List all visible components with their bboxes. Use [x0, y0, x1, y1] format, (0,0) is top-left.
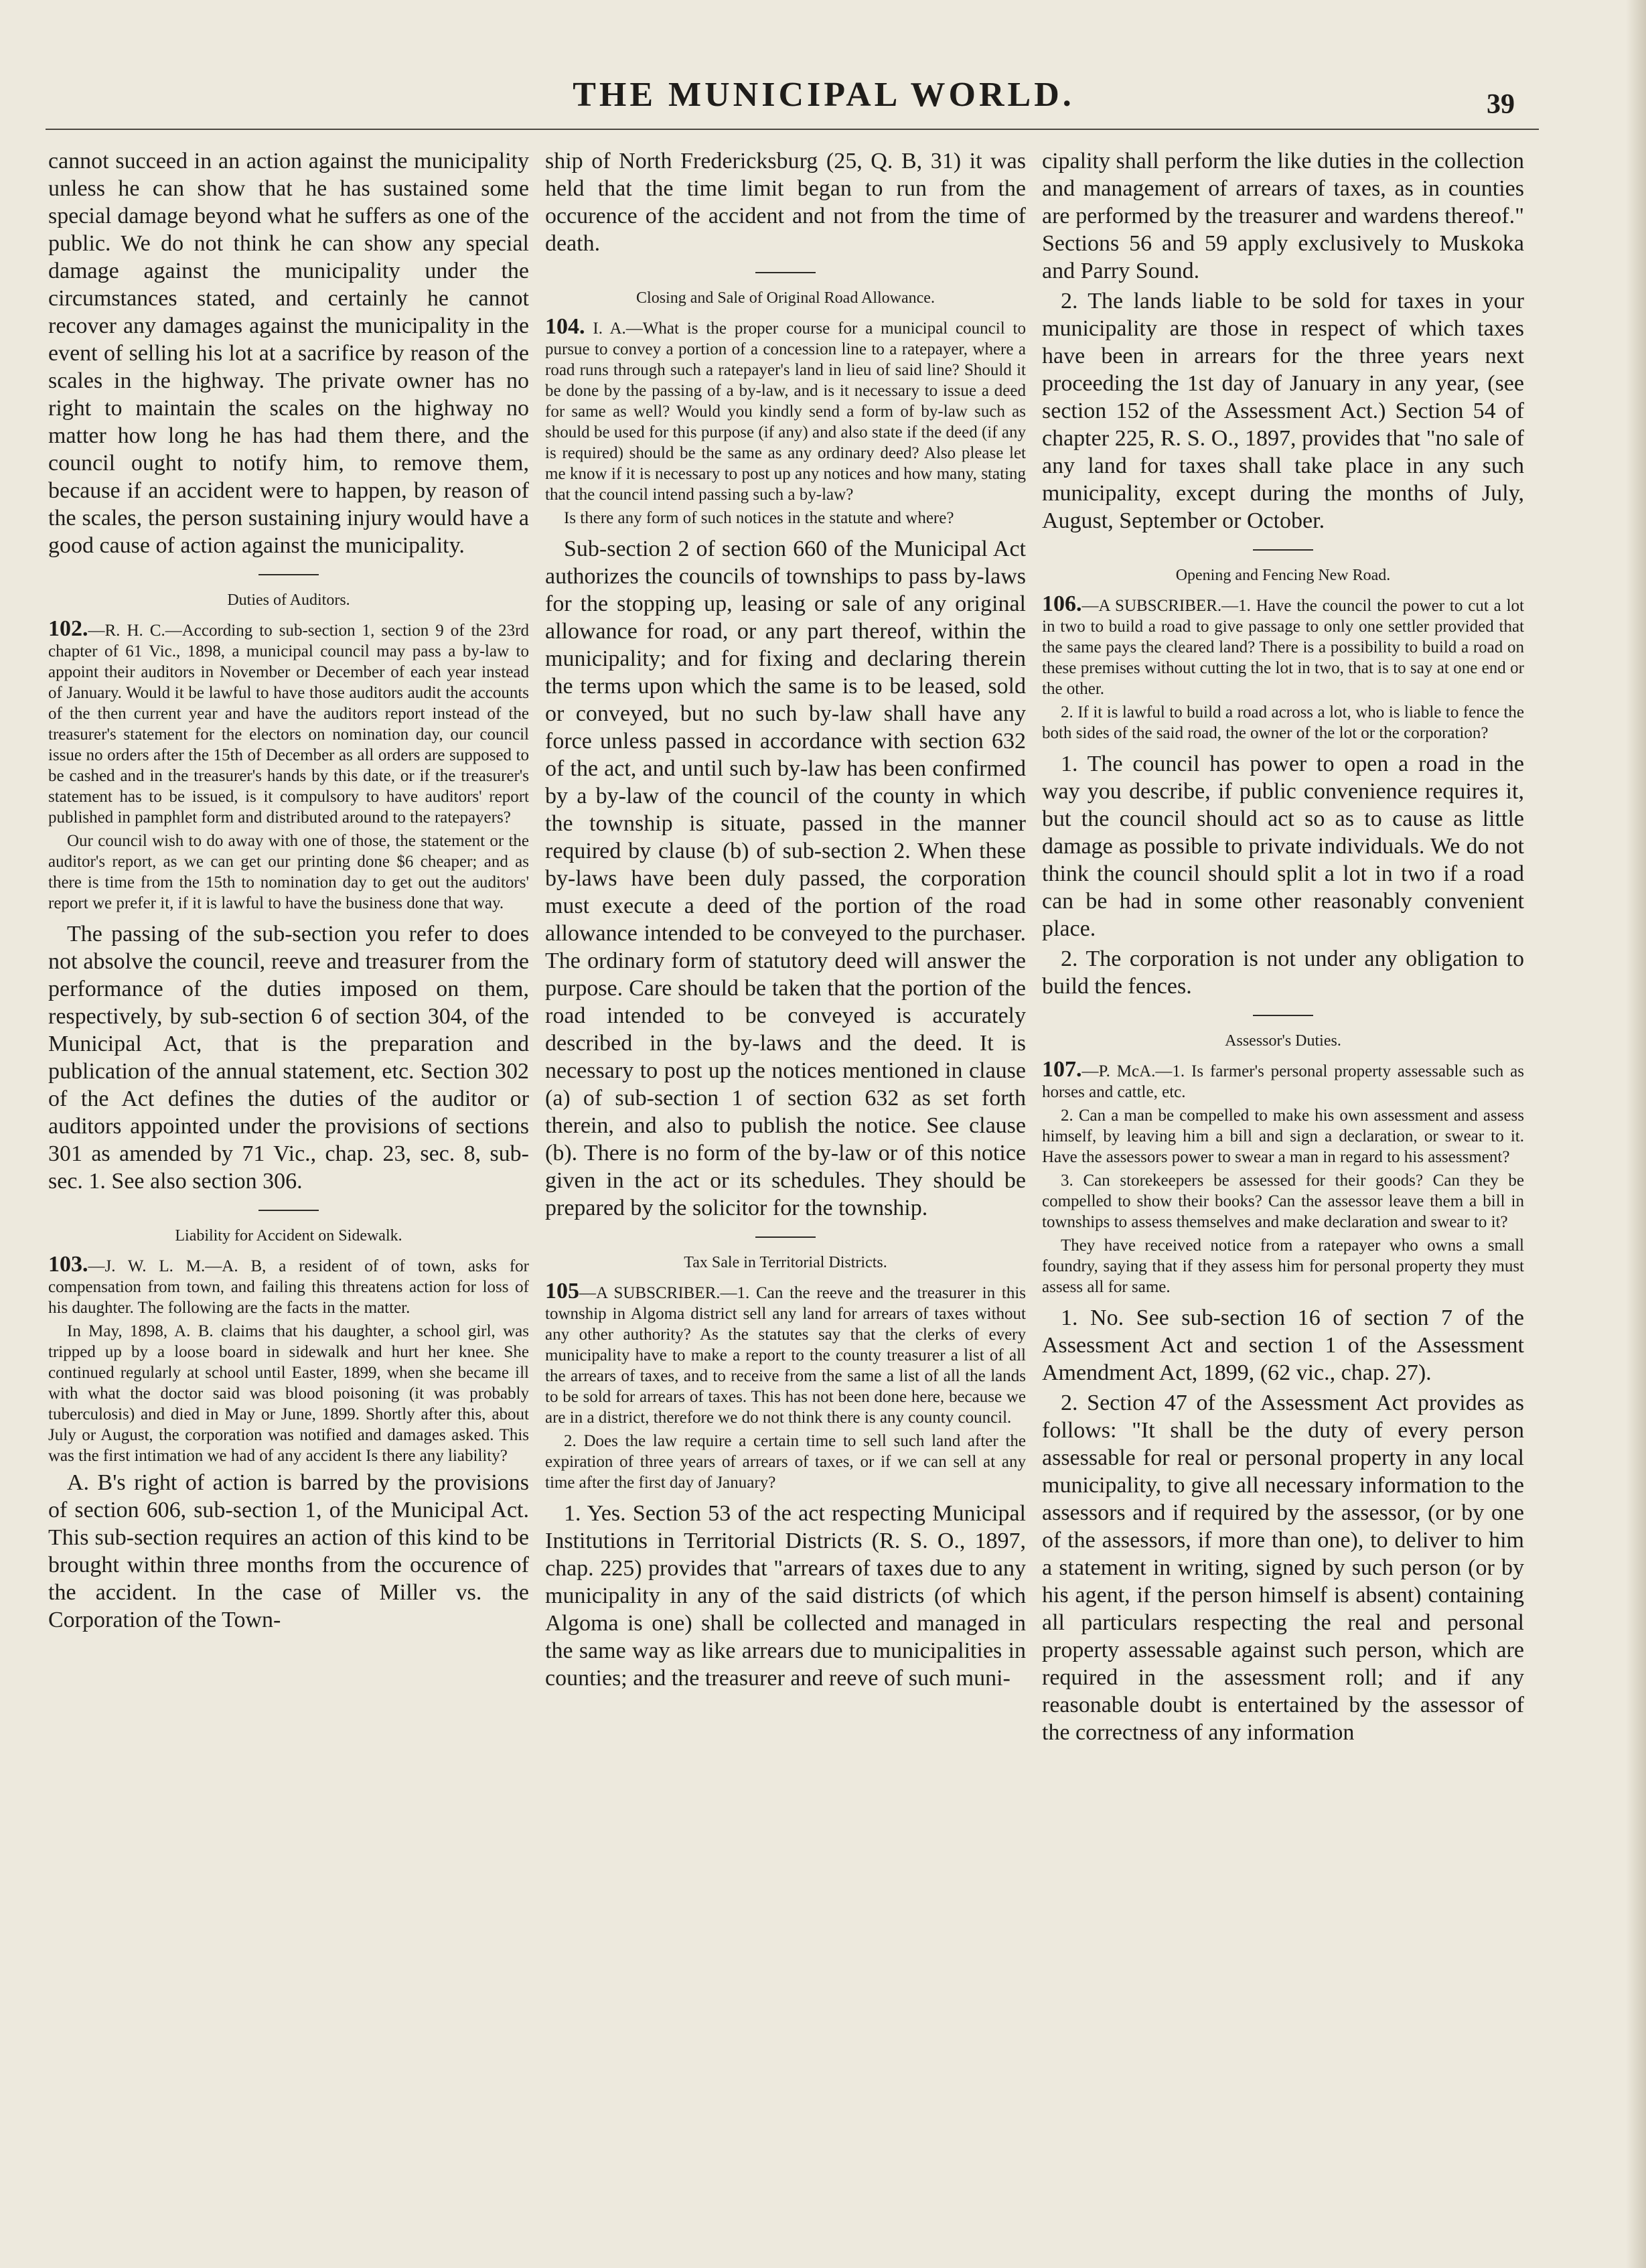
query-number: 103. [48, 1252, 88, 1277]
paragraph: cannot succeed in an action against the municipality unless he can show that he has sustained some special damage beyond what he suffers as one of the public. We do not think he can show any special damage against the municipality under the circumstances stated, and certainly he cannot recover any damages against the municipality in the event of selling his lot at a sacrifice by reason of the scales in the highway. The private owner has no right to maintain the scales on the highway no matter how long he has had them there, and the council ought to notify him, to remove them, because if an accident were to happen, by reason of the scales, the person sustaining injury would have a good cause of action against the municipality. [48, 149, 529, 558]
query-107 [1042, 1059, 1524, 1103]
query-text: 2. Does the law require a certain time to sell such land after the expiration of three years of arrears of taxes, or if we can sell at any time after the first day of January? [545, 1432, 1026, 1492]
query-text: —R. H. C.—According to sub-section 1, section 9 of the 23rd chapter of 61 Vic., 1898, a municipal council may pass a by-law to appoint their auditors in November or December of each year instead of January. Would it be lawful to have those auditors audit the accounts of the then current year and have the auditors report instead of the treasurer's statement for the electors on nomination day, our council issue no orders after the 15th of December as all orders are supposed to be cashed and in the treasurer's hands by this date, or if the treasurer's statement has to be issued, is it compulsory to have auditors' report published in pamphlet form and distributed around to the ratepayers? [48, 622, 529, 827]
query-text: Our council wish to do away with one of those, the statement or the auditor's report, as we can get our printing done $6 cheaper; and as there is time from the 15th to nomination day to get out the auditors' report we prefer it, if it is lawful to have the business done that way. [48, 832, 529, 912]
answer-106: 2. The corporation is not under any obligation to build the fences. [1042, 946, 1524, 999]
page-header [0, 75, 1646, 122]
answer-103: A. B's right of action is barred by the provisions of section 606, sub-section 1, of the Municipal Act. This sub-section requires an action of this kind to be brought within three months from the occurence of the accident. In the case of Miller vs. the Corporation of the Town- [48, 1470, 529, 1632]
query-number: 107. [1042, 1057, 1082, 1082]
query-104 [545, 316, 1026, 505]
section-separator [258, 574, 319, 575]
query-number: 104. [545, 314, 585, 339]
query-105 [545, 1281, 1026, 1428]
query-text: They have received notice from a ratepayer who owns a small foundry, saying that if they assess him for personal property they must assess all for same. [1042, 1236, 1524, 1296]
section-heading-auditors: Duties of Auditors. [227, 591, 350, 609]
header-rule [46, 129, 1539, 130]
query-text: —A SUBSCRIBER.—1. Can the reeve and the treasurer in this township in Algoma district sell any land for arrears of taxes without any other authority? As the statutes say that the clerks of every municipality have to make a report to the county treasurer a list of all the arrears of taxes, and to receive from the same a list of all the lands to be sold for arrears of taxes. This has not been done here, because we are in a district, therefore we do not think there is any county council. [545, 1284, 1026, 1427]
answer-106: 1. The council has power to open a road in the way you describe, if public convenience requires it, but the council should act so as to cause as little damage as possible to private individuals. We do not think the council should split a lot in two if a road can be had in some other reasonably convenient place. [1042, 752, 1524, 941]
answer-102: The passing of the sub-section you refer to does not absolve the council, reeve and treasurer from the performance of the duties imposed on them, respectively, by sub-section 6 of section 304, of the Municipal Act, that is the preparation and publication of the annual statement, etc. Section 302 of the Act defines the duties of the auditor or auditors appointed under the provisions of sections 301 as amended by 71 Vic., chap. 23, sec. 8, sub-sec. 1. See also section 306. [48, 922, 529, 1194]
section-separator [1253, 549, 1313, 551]
column-2 [545, 147, 1026, 1695]
section-heading-tax-sale: Tax Sale in Territorial Districts. [684, 1254, 887, 1271]
page-number: 39 [1487, 89, 1515, 120]
query-number: 102. [48, 616, 88, 641]
section-heading-assessor: Assessor's Duties. [1225, 1032, 1341, 1050]
query-text: Is there any form of such notices in the statute and where? [564, 509, 954, 527]
section-separator [755, 272, 816, 273]
query-text: 2. If it is lawful to build a road across a lot, who is liable to fence the both sides of the said road, the owner of the lot or the corporation? [1042, 703, 1524, 742]
query-number: 106. [1042, 591, 1082, 616]
paragraph: 2. The lands liable to be sold for taxes in your municipality are those in respect of which taxes have been in arrears for the three years next proceeding the 1st day of January in any year, (see section 152 of the Assessment Act.) Section 54 of chapter 225, R. S. O., 1897, provides that "no sale of any land for taxes shall take place in any such municipality, except during the months of July, August, September or October. [1042, 289, 1524, 533]
paragraph: ship of North Fredericksburg (25, Q. B, 31) it was held that the time limit began to run from the occurence of the accident and not from the time of death. [545, 149, 1026, 256]
query-text: I. A.—What is the proper course for a municipal council to pursue to convey a portion of a concession line to a ratepayer, where a road runs through such a ratepayer's land in lieu of said line? Should it be done by the passing of a by-law, and is it necessary to issue a deed for same as well? Would you kindly send a form of by-law such as should be used for this purpose (if any) and also state if the deed (if any is required) should be the same as any ordinary deed? Also please let me know if it is necessary to post up any notices and how many, stating that the council intend passing such a by-law? [545, 320, 1026, 504]
column-3 [1042, 147, 1524, 1749]
query-text: In May, 1898, A. B. claims that his daughter, a school girl, was tripped up by a loose board in sidewalk and hurt her knee. She continued regularly at school until Easter, 1899, when she became ill with what the doctor said was blood poisoning (it was probably tuberculosis) and died in May or June, 1899. Shortly after this, about July or August, the corporation was notified and damages asked. This was the first intimation we had of any accident Is there any liability? [48, 1322, 529, 1465]
page-edge [1626, 0, 1646, 2268]
query-106 [1042, 593, 1524, 699]
answer-105: 1. Yes. Section 53 of the act respecting Municipal Institutions in Territorial Districts (R. S. O., 1897, chap. 225) provides that "arrears of taxes due to any municipality in any of the said districts (of which Algoma is one) shall be collected and managed in the same way as like arrears due to municipalities in counties; and the treasurer and reeve of such muni- [545, 1501, 1026, 1691]
paragraph: cipality shall perform the like duties in the collection and management of arrears of taxes, as in counties are performed by the treasurer and wardens thereof." Sections 56 and 59 apply exclusively to Muskoka and Parry Sound. [1042, 149, 1524, 283]
section-separator [755, 1236, 816, 1238]
query-text: —J. W. L. M.—A. B, a resident of of town, asks for compensation from town, and failing this threatens action for loss of his daughter. The following are the facts in the matter. [48, 1257, 529, 1317]
publication-title: THE MUNICIPAL WORLD. [573, 76, 1075, 114]
answer-104: Sub-section 2 of section 660 of the Municipal Act authorizes the councils of townships to pass by-laws for the stopping up, leasing or sale of any original allowance for road, or any part thereof, within the municipality; and for fixing and declaring therein the terms upon which the same is to be leased, sold or conveyed, but no such by-law shall have any force unless passed in accordance with section 632 of the act, and until such by-law has been confirmed by a by-law of the council of the county in which the township is situate, passed in the manner required by clause (b) of sub-section 2. When these by-laws have been duly passed, the corporation must execute a deed of the portion of the road allowance intended to be conveyed to the purchaser. The ordinary form of statutory deed will answer the purpose. Care should be taken that the portion of the road intended to be conveyed is accurately described in the by-laws and the deed. It is necessary to post up the notices mentioned in clause (a) of sub-section 1 of section 632 as set forth therein, and also to publish the notice. See clause (b). There is no form of the by-law or of this notice given in the act or its schedules. They should be prepared by the solicitor for the township. [545, 537, 1026, 1220]
query-text: —P. McA.—1. Is farmer's personal property assessable such as horses and cattle, etc. [1042, 1062, 1524, 1101]
column-1 [48, 147, 529, 1636]
query-103 [48, 1254, 529, 1318]
section-heading-new-road: Opening and Fencing New Road. [1175, 567, 1391, 584]
section-separator [1253, 1015, 1313, 1016]
section-heading-sidewalk: Liability for Accident on Sidewalk. [175, 1227, 402, 1245]
query-number: 105 [545, 1279, 579, 1303]
section-separator [258, 1210, 319, 1211]
query-text: 3. Can storekeepers be assessed for their goods? Can they be compelled to show their books? Can the assessor leave them a bill in townships to assess themselves and make declaration and swear to it? [1042, 1172, 1524, 1231]
section-heading-road-allowance: Closing and Sale of Original Road Allowance. [636, 289, 935, 307]
answer-107: 1. No. See sub-section 16 of section 7 of the Assessment Act and section 1 of the Assessment Amendment Act, 1899, (62 vic., chap. 27). [1042, 1305, 1524, 1385]
query-102 [48, 618, 529, 828]
query-text: 2. Can a man be compelled to make his own assessment and assess himself, by leaving him a bill and sign a declaration, or swear to it. Have the assessors power to swear a man in regard to his assessment? [1042, 1107, 1524, 1166]
query-text: —A SUBSCRIBER.—1. Have the council the power to cut a lot in two to build a road to give passage to only one settler provided that the same pays the cleared land? There is a possibility to build a road on these premises without cutting the lot in two, that is to say at one end or the other. [1042, 597, 1524, 698]
answer-107: 2. Section 47 of the Assessment Act provides as follows: "It shall be the duty of every person assessable for real or personal property in any local municipality, to give all necessary information to the assessors and if required by the assessor, (or by one of the assessors, if more than one), to deliver to him a statement in writing, signed by such person (or by his agent, if the person himself is absent) containing all particulars respecting the real and personal property assessable against such person, which are required in the assessment roll; and if any reasonable doubt is entertained by the assessor of the correctness of any information [1042, 1391, 1524, 1745]
